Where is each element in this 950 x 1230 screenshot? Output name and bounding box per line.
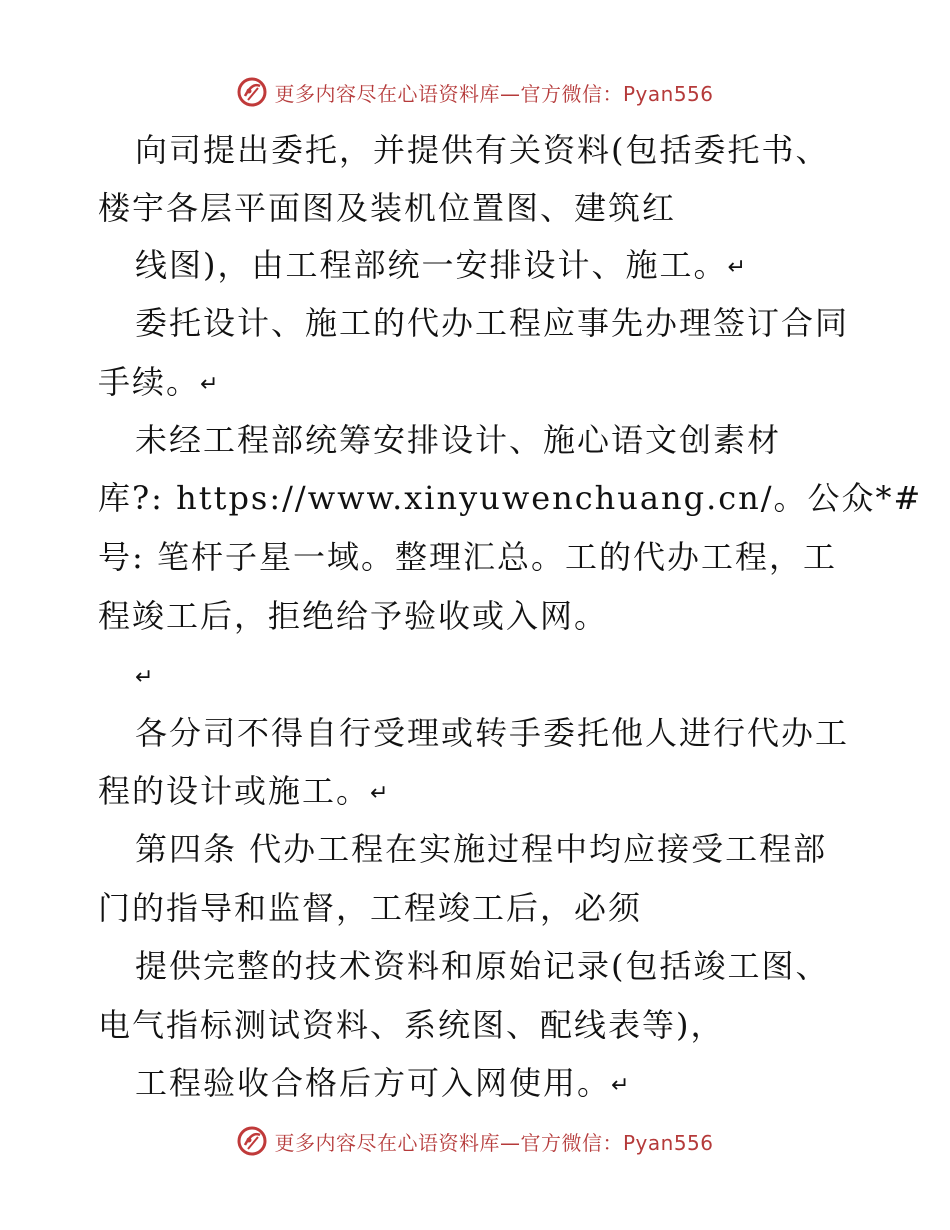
text-line-content: 号: 笔杆子星一域。整理汇总。工的代办工程，工: [98, 538, 837, 576]
text-line: [135, 829, 827, 869]
text-line: [135, 946, 830, 986]
paragraph-mark-icon: ↵: [611, 1073, 630, 1098]
brand-logo-icon: [236, 1125, 268, 1157]
paragraph-mark-icon: ↵: [370, 781, 389, 806]
text-line-content: 第四条 代办工程在实施过程中均应接受工程部: [135, 830, 828, 868]
text-line-content: 线图)，由工程部统一安排设计、施工。: [135, 246, 728, 284]
text-line: [98, 537, 837, 577]
text-line: [135, 420, 781, 460]
text-line-content: 工程验收合格后方可入网使用。: [135, 1064, 612, 1102]
text-line-content: 门的指导和监督，工程竣工后，必须: [98, 889, 643, 927]
text-line: [98, 362, 218, 405]
text-line: [98, 771, 388, 814]
banner-text: 更多内容尽在心语资料库—官方微信：Pyan556: [274, 1130, 714, 1155]
text-line-content: 未经工程部统筹安排设计、施心语文创素材: [135, 421, 782, 459]
paragraph-mark-icon: ↵: [727, 255, 746, 280]
text-line: [98, 188, 676, 228]
text-line: [98, 478, 922, 518]
text-line-content: 手续。: [98, 363, 201, 401]
text-line-content: 程竣工后，拒绝给予验收或入网。: [98, 597, 609, 635]
text-line: [135, 655, 153, 698]
text-line: [135, 713, 849, 753]
text-line-content: 程的设计或施工。: [98, 772, 371, 810]
text-line-content: 电气指标测试资料、系统图、配线表等)，: [98, 1006, 725, 1044]
text-line: [135, 245, 746, 288]
banner-text: 更多内容尽在心语资料库—官方微信：Pyan556: [274, 81, 714, 106]
brand-logo-icon: [236, 76, 268, 108]
footer-banner: [0, 1121, 950, 1161]
text-line-content: 各分司不得自行受理或转手委托他人进行代办工: [135, 714, 850, 752]
header-banner: [0, 72, 950, 112]
text-line-content: 楼宇各层平面图及装机位置图、建筑红: [98, 189, 677, 227]
text-line: [98, 888, 642, 928]
text-line: [135, 130, 830, 170]
text-line: [98, 1005, 725, 1045]
text-line-content: 向司提出委托，并提供有关资料(包括委托书、: [135, 131, 830, 169]
text-line: [135, 1063, 629, 1106]
text-line-content: 库?: https://www.xinyuwenchuang.cn/。公众*#: [98, 479, 923, 517]
text-line-content: 委托设计、施工的代办工程应事先办理签订合同: [135, 304, 850, 342]
paragraph-mark-icon: ↵: [135, 665, 154, 690]
text-line-content: 提供完整的技术资料和原始记录(包括竣工图、: [135, 947, 830, 985]
text-line: [98, 596, 608, 636]
paragraph-mark-icon: ↵: [200, 372, 219, 397]
text-line: [135, 303, 849, 343]
